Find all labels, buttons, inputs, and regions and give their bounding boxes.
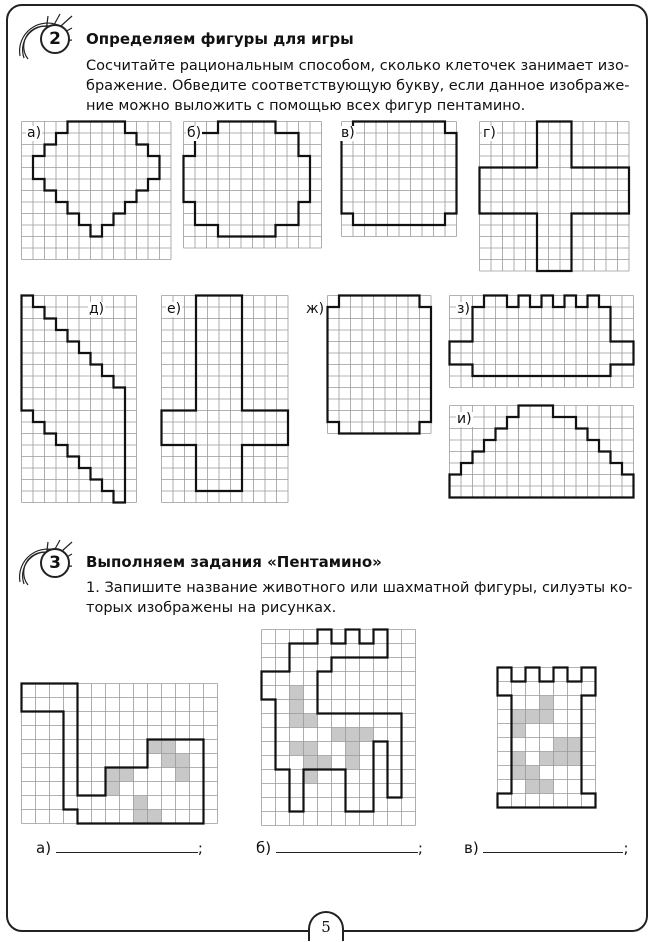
answer-v: в) ; (464, 839, 629, 857)
figure-v-label[interactable]: в) (341, 125, 355, 141)
answer-label: б) (256, 839, 272, 857)
answer-a: а) ; (36, 839, 203, 857)
answer-b-field[interactable] (276, 838, 418, 853)
figure-a (20, 120, 180, 270)
figure-v (340, 120, 470, 240)
figure-g-label[interactable]: г) (483, 125, 496, 141)
figure-e-label[interactable]: е) (167, 301, 182, 317)
section-2-title: Определяем фигуры для игры (86, 30, 354, 48)
figure-g (478, 120, 638, 280)
silhouette-b (260, 628, 430, 828)
text-line: торых изображены на рисунках. (86, 600, 337, 616)
section-3-text (86, 578, 633, 618)
section-2-text (86, 56, 630, 116)
text-line: ние можно выложить с помощью всех фигур пентамино. (86, 98, 526, 114)
figure-b (182, 120, 332, 255)
silhouette-v (496, 666, 606, 826)
answer-label: а) (36, 839, 52, 857)
answer-a-field[interactable] (56, 838, 198, 853)
figure-z-label[interactable]: з) (457, 301, 470, 317)
figure-z (448, 294, 638, 394)
answer-label: в) (464, 839, 479, 857)
text-line: Сосчитайте рациональным способом, сколько клеточек занимает изо- (86, 58, 630, 74)
page-number: 5 (308, 911, 344, 941)
figure-d-label[interactable]: д) (89, 301, 105, 317)
figure-i-label[interactable]: и) (457, 411, 472, 427)
silhouette-a (20, 682, 220, 832)
figure-d (20, 294, 150, 514)
section-3-title: Выполняем задания «Пентамино» (86, 553, 382, 571)
section-3-number: 3 (40, 548, 70, 578)
answer-v-field[interactable] (483, 838, 623, 853)
figure-zh (326, 294, 436, 444)
figure-a-label[interactable]: а) (27, 125, 42, 141)
figure-b-label[interactable]: б) (187, 125, 202, 141)
text-line: 1. Запишите название животного или шахматной фигуры, силуэты ко- (86, 580, 633, 596)
text-line: бражение. Обведите соответствующую букву, если данное изображе- (86, 78, 630, 94)
figure-zh-label[interactable]: ж) (306, 301, 325, 317)
section-2-number: 2 (40, 24, 70, 54)
answer-b: б) ; (256, 839, 423, 857)
figure-i (448, 404, 638, 508)
figure-e (160, 294, 300, 514)
